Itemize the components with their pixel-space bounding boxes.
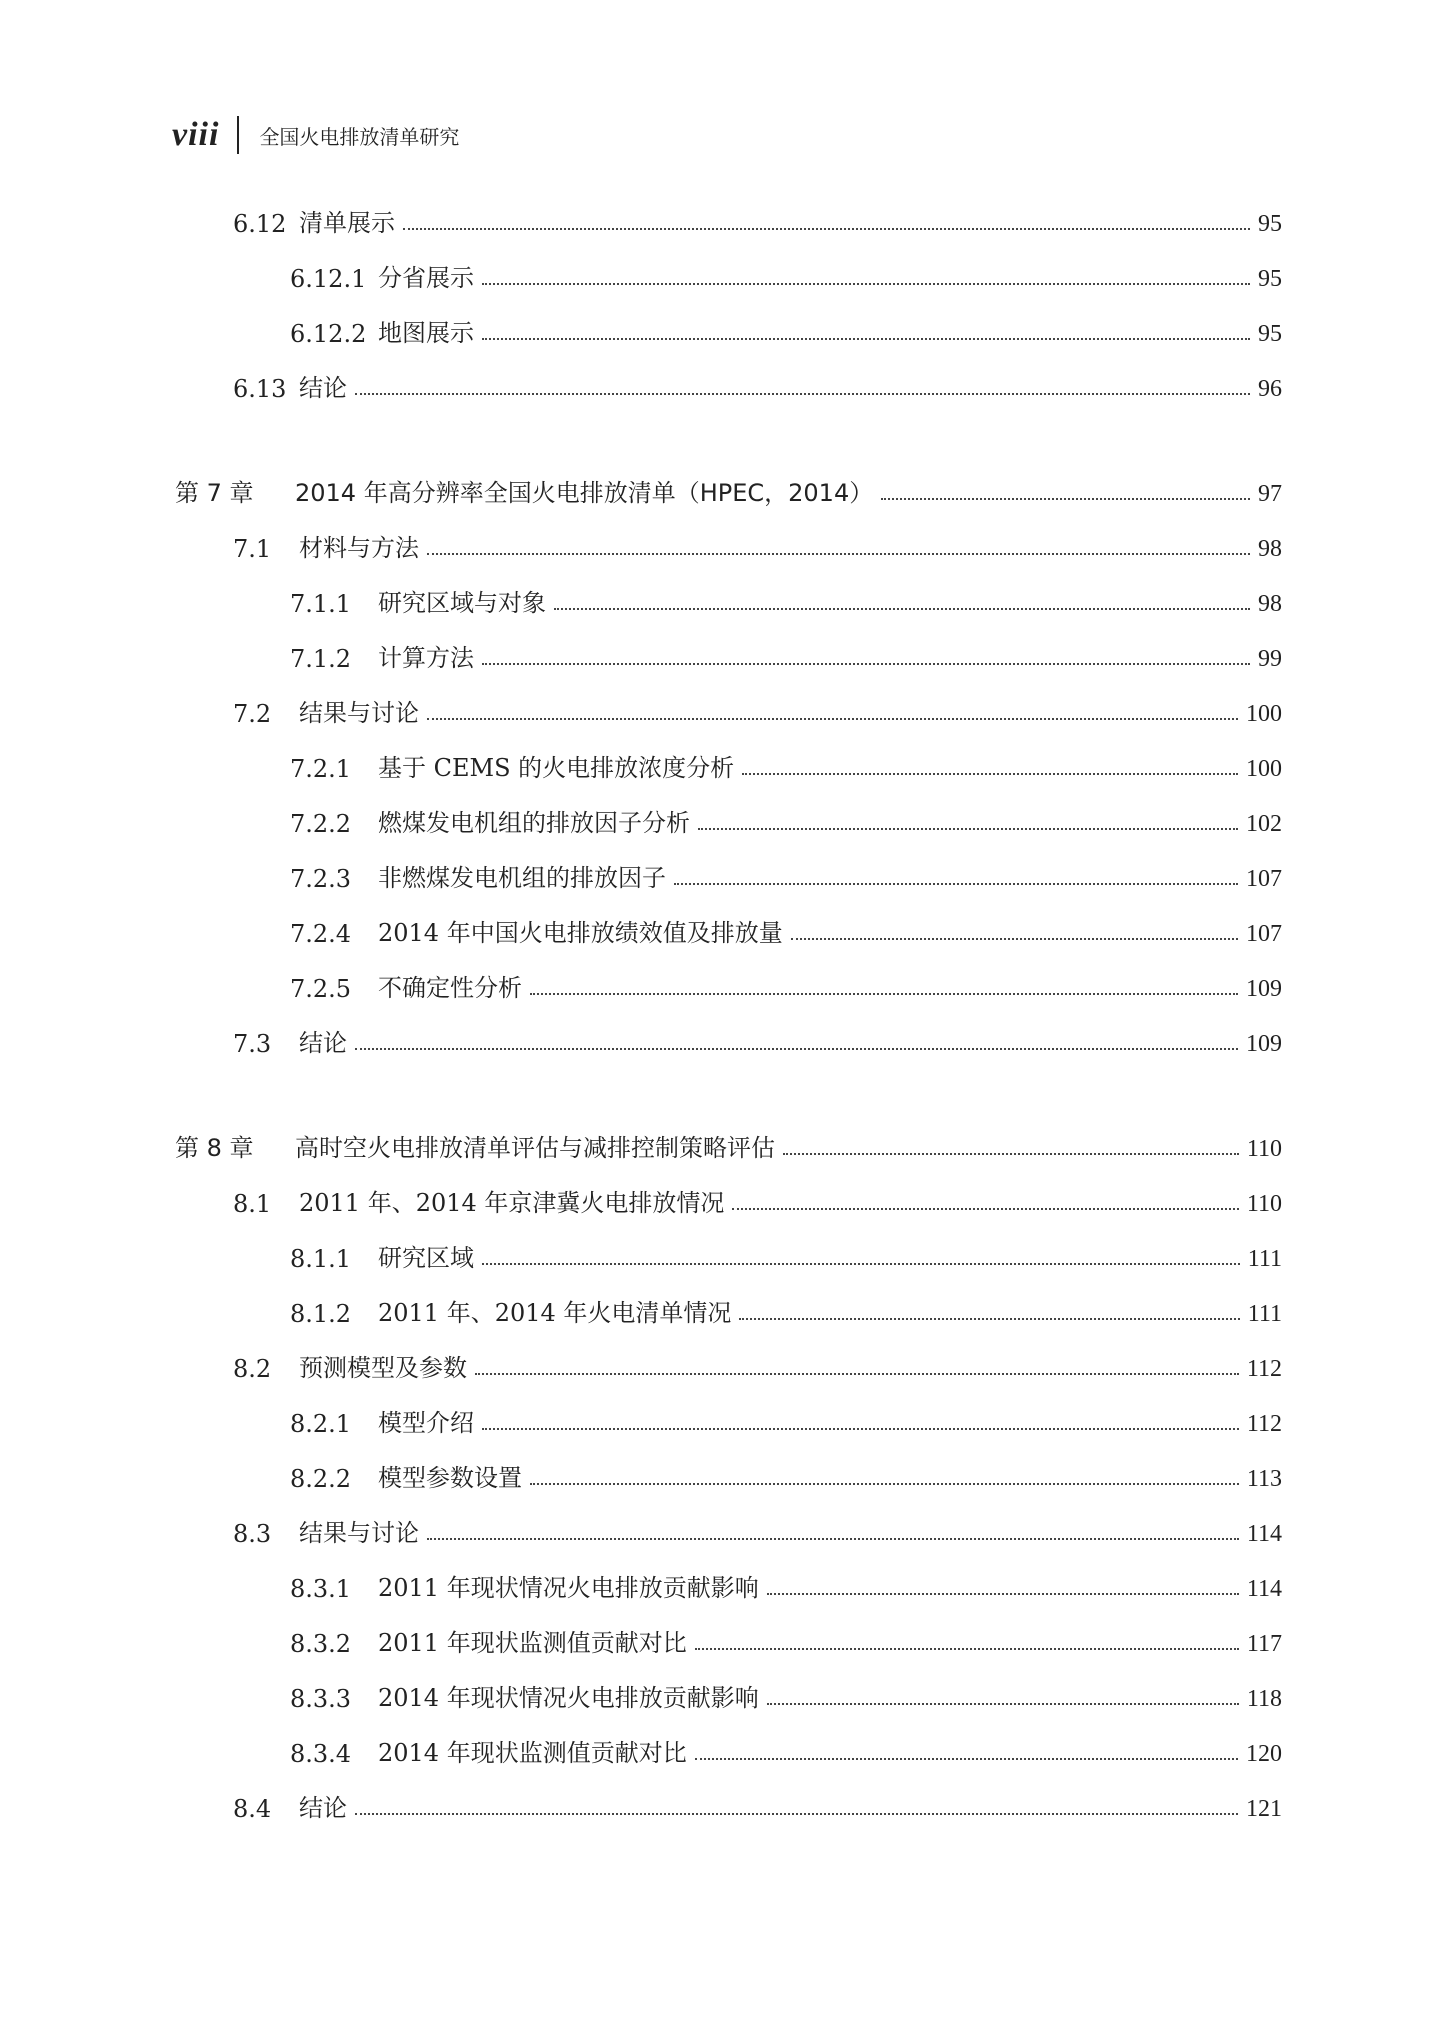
toc-entry-page: 107 xyxy=(1246,866,1282,892)
dot-leader xyxy=(695,1648,1239,1650)
toc-entry-page: 95 xyxy=(1258,266,1282,292)
toc-entry[interactable] xyxy=(290,798,1282,838)
toc-entry-page: 99 xyxy=(1258,646,1282,672)
toc-entry-number: 8.2.2 xyxy=(290,1465,352,1493)
toc-entry-title: 2011 年现状情况火电排放贡献影响 xyxy=(378,1574,759,1602)
toc-entry-title: 结论 xyxy=(299,374,347,402)
toc-entry-number: 8.3.4 xyxy=(290,1740,352,1768)
dot-leader xyxy=(482,338,1250,340)
toc-entry-page: 96 xyxy=(1258,376,1282,402)
toc-entry-number: 第 8 章 xyxy=(175,1134,254,1162)
toc-entry-number: 6.12.2 xyxy=(290,320,367,348)
toc-entry-title: 结论 xyxy=(299,1794,347,1822)
dot-leader xyxy=(355,1048,1238,1050)
toc-entry[interactable] xyxy=(290,1233,1282,1273)
toc-entry-title: 2014 年中国火电排放绩效值及排放量 xyxy=(378,919,783,947)
toc-entry-number: 7.2 xyxy=(233,700,272,728)
toc-entry-page: 114 xyxy=(1246,1521,1282,1547)
toc-entry-title: 材料与方法 xyxy=(299,534,419,562)
toc-entry-title: 研究区域与对象 xyxy=(378,589,546,617)
toc-entry-title: 计算方法 xyxy=(378,644,474,672)
toc-entry[interactable] xyxy=(290,1618,1282,1658)
toc-entry-number: 7.2.1 xyxy=(290,755,352,783)
toc-entry-title: 结论 xyxy=(299,1029,347,1057)
toc-entry-page: 111 xyxy=(1247,1301,1282,1327)
toc-entry-title: 研究区域 xyxy=(378,1244,474,1272)
toc-entry-number: 8.2.1 xyxy=(290,1410,352,1438)
toc-entry-page: 117 xyxy=(1246,1631,1282,1657)
toc-entry-page: 110 xyxy=(1246,1136,1282,1162)
dot-leader xyxy=(767,1703,1239,1705)
toc-entry[interactable] xyxy=(233,1018,1282,1058)
dot-leader xyxy=(767,1593,1239,1595)
toc-entry-number: 7.2.3 xyxy=(290,865,352,893)
toc-chapter-entry[interactable] xyxy=(175,1123,1282,1163)
toc-entry[interactable] xyxy=(290,1288,1282,1328)
dot-leader xyxy=(475,1373,1239,1375)
toc-entry-page: 97 xyxy=(1258,481,1282,507)
toc-entry-title: 结果与讨论 xyxy=(299,1519,419,1547)
dot-leader xyxy=(530,993,1238,995)
dot-leader xyxy=(427,553,1250,555)
toc-entry-number: 8.3.1 xyxy=(290,1575,352,1603)
dot-leader xyxy=(742,773,1238,775)
dot-leader xyxy=(355,1813,1238,1815)
toc-entry-number: 8.4 xyxy=(233,1795,272,1823)
toc-entry[interactable] xyxy=(290,308,1282,348)
toc-entry[interactable] xyxy=(233,1343,1282,1383)
toc-entry-page: 120 xyxy=(1246,1741,1282,1767)
toc-entry[interactable] xyxy=(290,743,1282,783)
toc-entry[interactable] xyxy=(233,1783,1282,1823)
toc-entry[interactable] xyxy=(290,1563,1282,1603)
toc-entry-title: 燃煤发电机组的排放因子分析 xyxy=(378,809,690,837)
dot-leader xyxy=(482,663,1250,665)
toc-entry-page: 112 xyxy=(1246,1411,1282,1437)
toc-entry-title: 2014 年高分辨率全国火电排放清单（HPEC，2014） xyxy=(295,479,874,507)
toc-entry-page: 110 xyxy=(1246,1191,1282,1217)
toc-entry-page: 109 xyxy=(1246,976,1282,1002)
toc-entry[interactable] xyxy=(290,963,1282,1003)
toc-entry-title: 2011 年现状监测值贡献对比 xyxy=(378,1629,687,1657)
toc-entry-page: 113 xyxy=(1246,1466,1282,1492)
dot-leader xyxy=(791,938,1238,940)
dot-leader xyxy=(674,883,1238,885)
toc-entry-title: 2014 年现状监测值贡献对比 xyxy=(378,1739,687,1767)
dot-leader xyxy=(427,718,1238,720)
toc-entry-title: 不确定性分析 xyxy=(378,974,522,1002)
toc-entry[interactable] xyxy=(233,198,1282,238)
toc-entry-number: 7.1 xyxy=(233,535,272,563)
toc-entry-page: 112 xyxy=(1246,1356,1282,1382)
toc-entry-title: 非燃煤发电机组的排放因子 xyxy=(378,864,666,892)
toc-entry[interactable] xyxy=(290,853,1282,893)
toc-entry-title: 模型介绍 xyxy=(378,1409,474,1437)
toc-entry-number: 6.12 xyxy=(233,210,287,238)
toc-entry-number: 7.2.4 xyxy=(290,920,352,948)
book-title: 全国火电排放清单研究 xyxy=(259,124,460,149)
dot-leader xyxy=(482,283,1250,285)
toc-entry-page: 118 xyxy=(1246,1686,1282,1712)
dot-leader xyxy=(695,1758,1238,1760)
toc-entry[interactable] xyxy=(233,1178,1282,1218)
toc-entry[interactable] xyxy=(233,523,1282,563)
dot-leader xyxy=(403,228,1250,230)
toc-entry-number: 7.3 xyxy=(233,1030,272,1058)
dot-leader xyxy=(554,608,1250,610)
dot-leader xyxy=(427,1538,1239,1540)
dot-leader xyxy=(881,498,1250,500)
toc-entry-number: 第 7 章 xyxy=(175,479,254,507)
toc-entry-title: 2011 年、2014 年火电清单情况 xyxy=(378,1299,732,1327)
toc-entry-title: 分省展示 xyxy=(378,264,474,292)
toc-entry-number: 7.2.5 xyxy=(290,975,352,1003)
toc-entry-page: 95 xyxy=(1258,211,1282,237)
page-number-roman: viii xyxy=(172,116,220,153)
toc-entry[interactable] xyxy=(290,908,1282,948)
toc-entry-title: 基于 CEMS 的火电排放浓度分析 xyxy=(378,754,735,782)
toc-entry-page: 102 xyxy=(1246,811,1282,837)
toc-entry-title: 结果与讨论 xyxy=(299,699,419,727)
dot-leader xyxy=(530,1483,1239,1485)
toc-entry-number: 6.13 xyxy=(233,375,287,403)
toc-entry-page: 114 xyxy=(1246,1576,1282,1602)
toc-entry-page: 98 xyxy=(1258,591,1282,617)
dot-leader xyxy=(355,393,1250,395)
toc-entry-title: 预测模型及参数 xyxy=(299,1354,467,1382)
toc-entry[interactable] xyxy=(290,1728,1282,1768)
toc-entry-title: 高时空火电排放清单评估与减排控制策略评估 xyxy=(295,1134,775,1162)
toc-entry-number: 7.2.2 xyxy=(290,810,352,838)
page-header xyxy=(172,110,459,160)
toc-entry-title: 2014 年现状情况火电排放贡献影响 xyxy=(378,1684,759,1712)
toc-entry-page: 98 xyxy=(1258,536,1282,562)
dot-leader xyxy=(732,1208,1238,1210)
toc-entry-number: 8.1.1 xyxy=(290,1245,352,1273)
toc-entry-number: 8.2 xyxy=(233,1355,272,1383)
toc-entry-page: 109 xyxy=(1246,1031,1282,1057)
toc-entry-number: 7.1.1 xyxy=(290,590,352,618)
toc-entry-title: 清单展示 xyxy=(299,209,395,237)
toc-entry-title: 模型参数设置 xyxy=(378,1464,522,1492)
toc-entry-number: 7.1.2 xyxy=(290,645,352,673)
toc-chapter-entry[interactable] xyxy=(175,468,1282,508)
toc-entry[interactable] xyxy=(290,578,1282,618)
toc-entry-title: 2011 年、2014 年京津冀火电排放情况 xyxy=(299,1189,725,1217)
toc-entry-page: 95 xyxy=(1258,321,1282,347)
toc-entry-page: 111 xyxy=(1247,1246,1282,1272)
dot-leader xyxy=(482,1263,1240,1265)
dot-leader xyxy=(698,828,1238,830)
toc-entry[interactable] xyxy=(233,363,1282,403)
toc-entry[interactable] xyxy=(290,1398,1282,1438)
header-divider xyxy=(237,116,239,154)
dot-leader xyxy=(482,1428,1239,1430)
toc-entry[interactable] xyxy=(290,1453,1282,1493)
dot-leader xyxy=(739,1318,1239,1320)
toc-entry-title: 地图展示 xyxy=(378,319,474,347)
toc-entry[interactable] xyxy=(290,633,1282,673)
toc-entry-number: 8.1.2 xyxy=(290,1300,352,1328)
toc-entry-page: 121 xyxy=(1246,1796,1282,1822)
dot-leader xyxy=(783,1153,1239,1155)
toc-entry-page: 100 xyxy=(1246,701,1282,727)
toc-entry-number: 8.3.3 xyxy=(290,1685,352,1713)
toc-entry[interactable] xyxy=(290,253,1282,293)
toc-entry-page: 100 xyxy=(1246,756,1282,782)
toc-entry[interactable] xyxy=(233,688,1282,728)
toc-entry-number: 8.1 xyxy=(233,1190,272,1218)
toc-entry[interactable] xyxy=(233,1508,1282,1548)
toc-entry[interactable] xyxy=(290,1673,1282,1713)
toc-entry-number: 8.3 xyxy=(233,1520,272,1548)
toc-entry-number: 8.3.2 xyxy=(290,1630,352,1658)
toc-entry-page: 107 xyxy=(1246,921,1282,947)
toc-entry-number: 6.12.1 xyxy=(290,265,367,293)
